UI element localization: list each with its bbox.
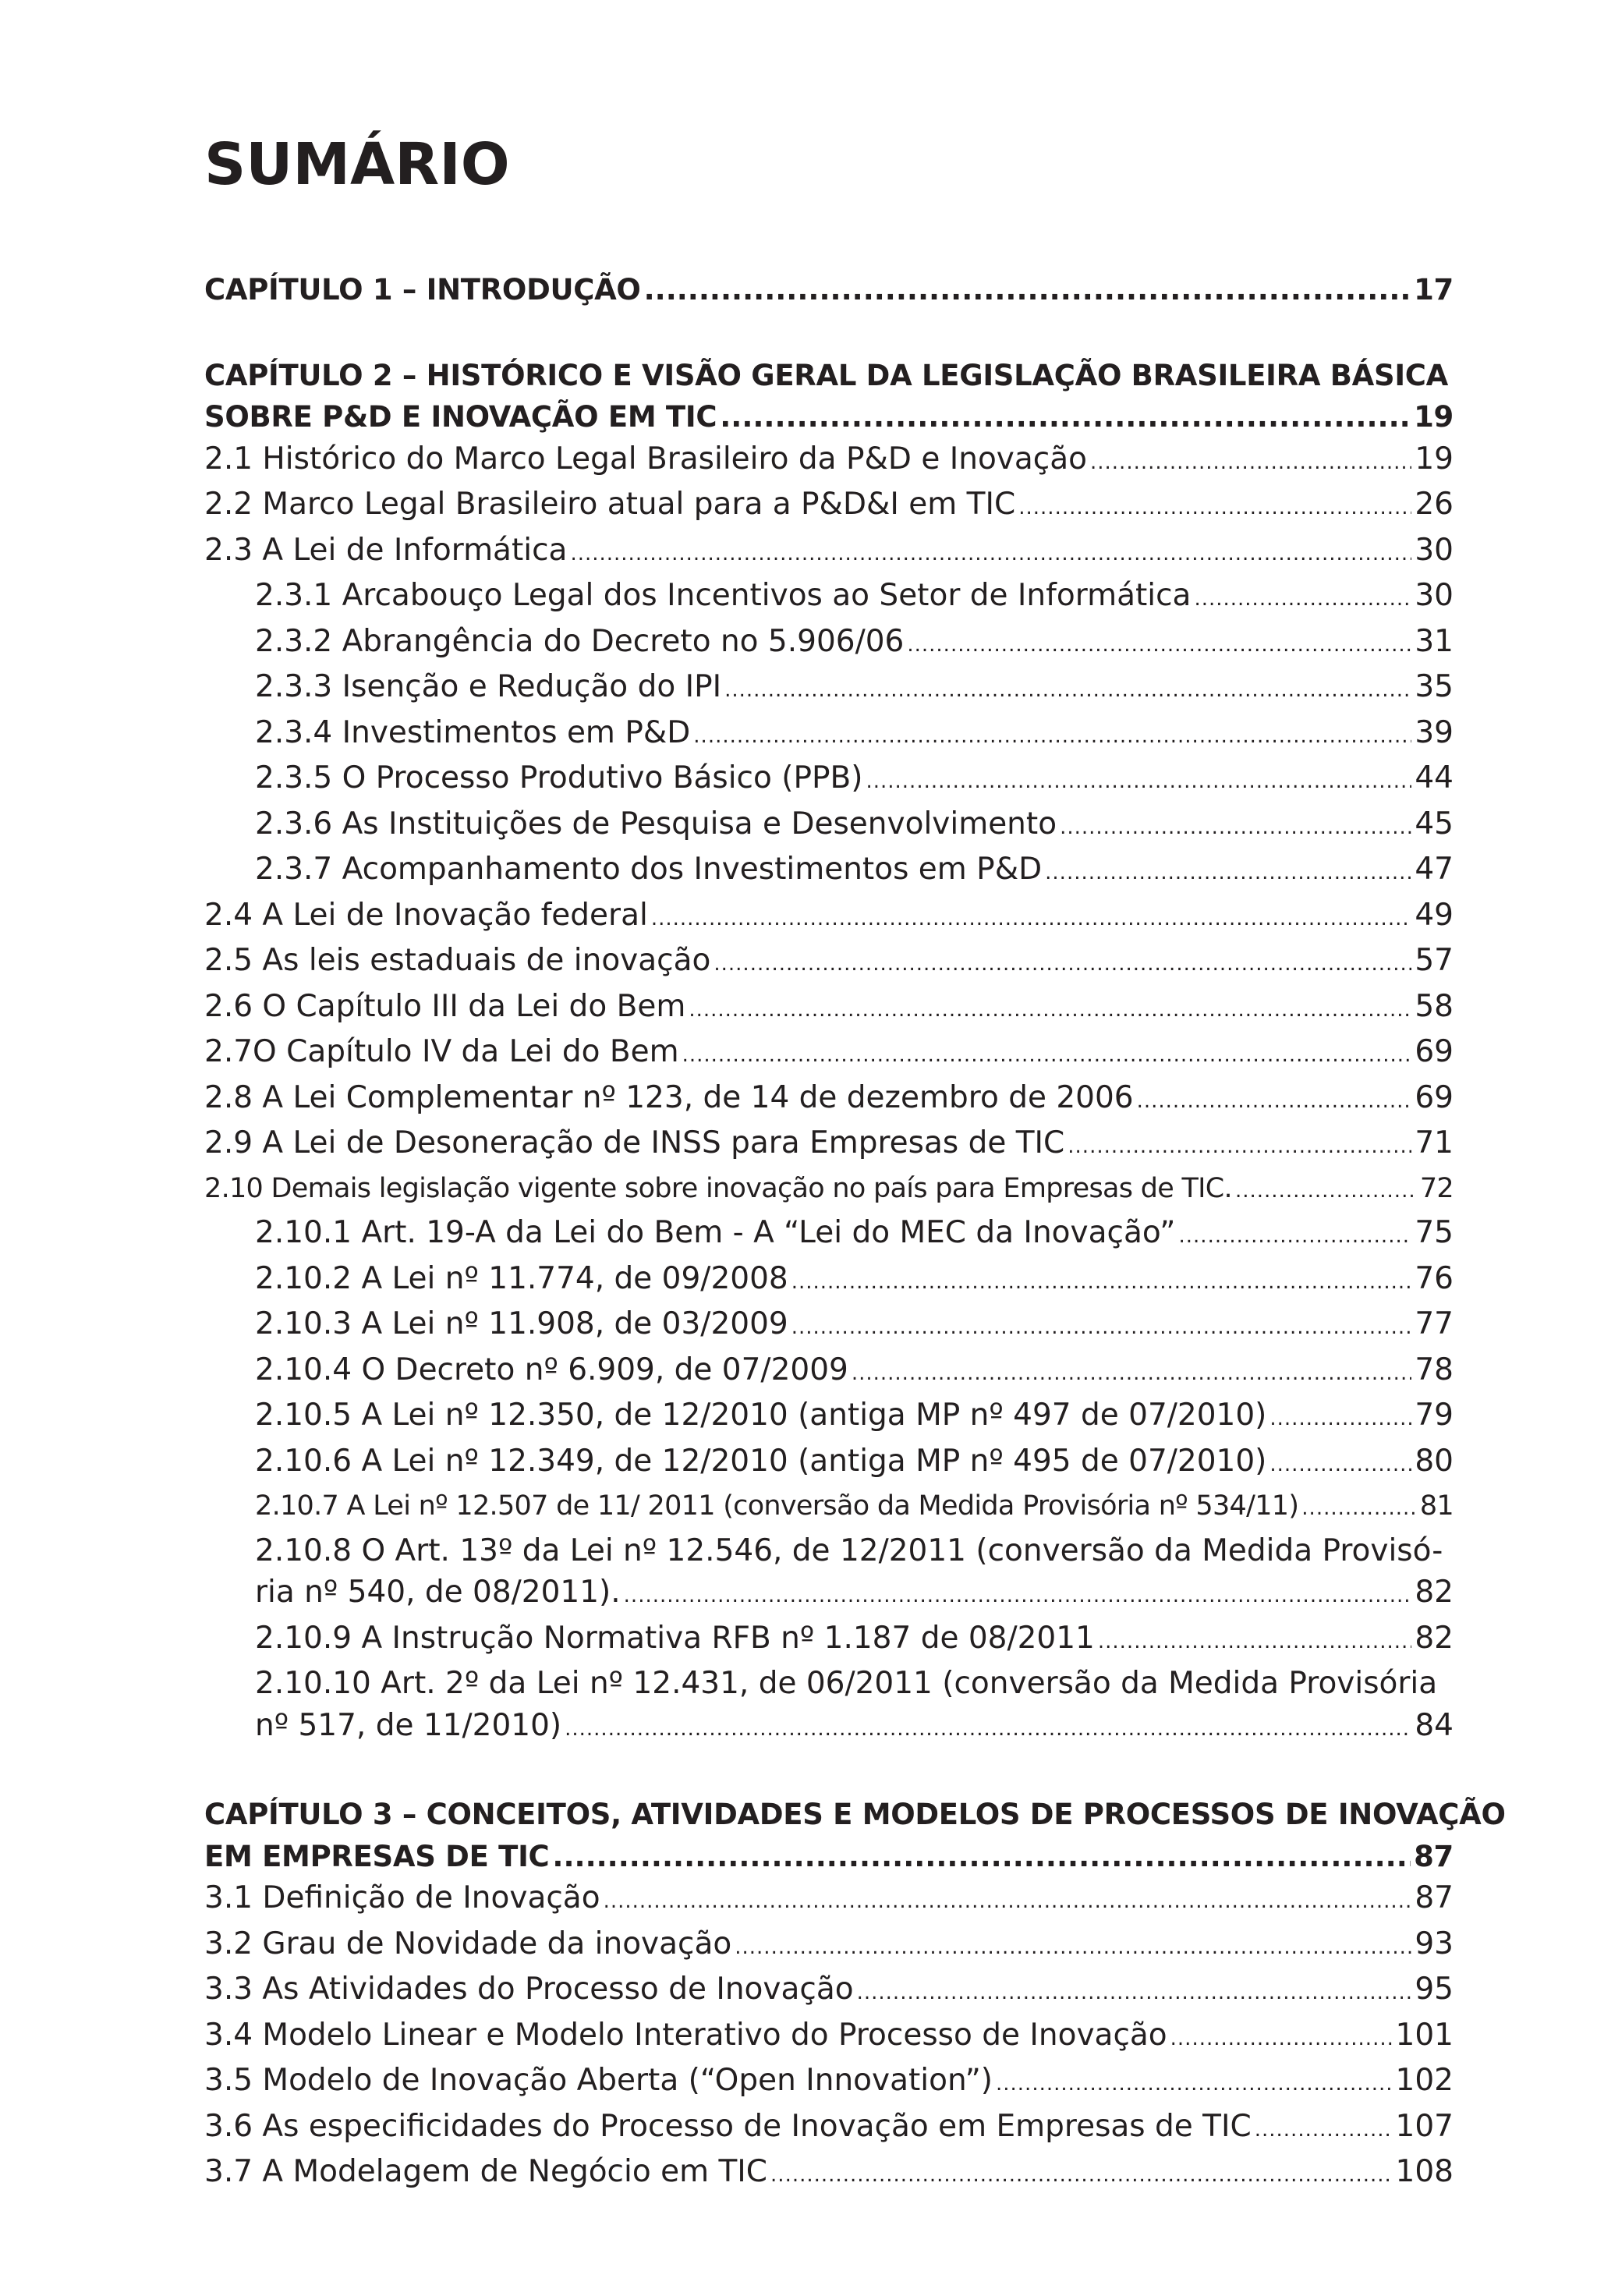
- toc-entry[interactable]: [204, 1258, 1454, 1304]
- page-number: 81: [1419, 1490, 1454, 1522]
- page-number: 44: [1415, 760, 1454, 795]
- toc-entry[interactable]: [204, 1705, 1454, 1751]
- leader-dots: [570, 530, 1411, 576]
- chapter-title: SOBRE P&D E INOVAÇÃO EM TIC: [204, 400, 717, 434]
- toc-entry[interactable]: [204, 1571, 1454, 1617]
- leader-dots: [1269, 1440, 1411, 1486]
- page-number: 49: [1415, 897, 1454, 933]
- chapter-3: [204, 1794, 1506, 2197]
- entry-title: 2.10.4 O Decreto nº 6.909, de 07/2009: [255, 1352, 848, 1387]
- toc-entry[interactable]: [204, 438, 1454, 484]
- leader-dots: [1018, 484, 1411, 530]
- entry-title: 2.3.2 Abrangência do Decreto no 5.906/06: [255, 623, 905, 659]
- page-number: 93: [1415, 1926, 1454, 1961]
- entry-title: 3.3 As Atividades do Processo de Inovação: [204, 1972, 854, 2007]
- page-number: 75: [1415, 1215, 1454, 1250]
- toc-entry[interactable]: [204, 1168, 1454, 1213]
- entry-title: 2.3 A Lei de Informática: [204, 532, 568, 568]
- leader-dots: [735, 1923, 1411, 1969]
- entry-title: 2.8 A Lei Complementar nº 123, de 14 de dezembro de 2006: [204, 1079, 1134, 1115]
- toc-entry[interactable]: [204, 849, 1454, 895]
- chapter-heading[interactable]: [204, 396, 1454, 438]
- toc-entry[interactable]: [204, 575, 1454, 621]
- entry-title: 2.3.3 Isenção e Redução do IPI: [255, 669, 722, 704]
- toc-entry[interactable]: [204, 2014, 1454, 2060]
- leader-dots: [720, 396, 1411, 438]
- toc-entry[interactable]: [204, 621, 1454, 667]
- toc-entry[interactable]: [204, 1031, 1454, 1077]
- chapter-1: [204, 269, 1454, 311]
- entry-title: 3.6 As especificidades do Processo de Inovação em Empresas de TIC: [204, 2108, 1252, 2144]
- page-number: 78: [1415, 1352, 1454, 1387]
- leader-dots: [857, 1968, 1412, 2014]
- entry-title: 2.10.7 A Lei nº 12.507 de 11/ 2011 (conversão da Medida Provisória nº 534/11): [255, 1490, 1299, 1522]
- leader-dots: [1255, 2106, 1393, 2152]
- entry-title: 2.10.9 A Instrução Normativa RFB nº 1.187 de 08/2011: [255, 1620, 1095, 1656]
- toc-entry[interactable]: [204, 530, 1454, 576]
- leader-dots: [1068, 1122, 1411, 1168]
- page-number: 108: [1395, 2154, 1454, 2189]
- chapter-heading-line: CAPÍTULO 3 – CONCEITOS, ATIVIDADES E MODELOS DE PROCESSOS DE INOVAÇÃO: [204, 1798, 1506, 1831]
- leader-dots: [624, 1571, 1412, 1617]
- leader-dots: [651, 895, 1412, 941]
- leader-dots: [852, 1349, 1412, 1395]
- page-number: 101: [1395, 2017, 1454, 2053]
- entry-title: 2.3.7 Acompanhamento dos Investimentos em P&D: [255, 852, 1043, 887]
- leader-dots: [565, 1705, 1411, 1751]
- entry-title: 2.10.2 A Lei nº 11.774, de 09/2008: [255, 1260, 788, 1296]
- page-number: 84: [1415, 1707, 1454, 1743]
- chapter-2: [204, 355, 1454, 1751]
- page-number: 87: [1414, 1839, 1454, 1873]
- page-number: 17: [1414, 273, 1454, 306]
- toc-entry[interactable]: [204, 803, 1454, 849]
- leader-dots: [1098, 1617, 1411, 1664]
- page-number: 19: [1415, 441, 1454, 477]
- entry-title: 3.4 Modelo Linear e Modelo Interativo do Processo de Inovação: [204, 2017, 1167, 2053]
- entry-title: 2.7O Capítulo IV da Lei do Bem: [204, 1034, 679, 1069]
- toc-entry[interactable]: [204, 2151, 1454, 2197]
- page-number: 82: [1415, 1575, 1454, 1610]
- page-number: 26: [1415, 487, 1454, 522]
- page-number: 30: [1415, 578, 1454, 613]
- chapter-title: CAPÍTULO 1 – INTRODUÇÃO: [204, 273, 641, 306]
- toc-entry[interactable]: [204, 1394, 1454, 1440]
- toc-entry[interactable]: [204, 1303, 1454, 1349]
- entry-title: 3.5 Modelo de Inovação Aberta (“Open Innovation”): [204, 2063, 993, 2098]
- toc-entry[interactable]: [204, 1968, 1454, 2014]
- leader-dots: [791, 1303, 1412, 1349]
- table-of-contents: [204, 269, 1506, 2197]
- entry-title: 2.9 A Lei de Desoneração de INSS para Empresas de TIC: [204, 1125, 1065, 1160]
- leader-dots: [1301, 1486, 1417, 1530]
- leader-dots: [1179, 1212, 1412, 1258]
- entry-title: 2.1 Histórico do Marco Legal Brasileiro da P&D e Inovação: [204, 441, 1087, 477]
- entry-title: 2.6 O Capítulo III da Lei do Bem: [204, 988, 686, 1024]
- toc-entry[interactable]: [204, 1077, 1454, 1123]
- entry-title: 2.10.6 A Lei nº 12.349, de 12/2010 (antiga MP nº 495 de 07/2010): [255, 1443, 1267, 1479]
- entry-title: ria nº 540, de 08/2011).: [255, 1575, 621, 1610]
- page-number: 31: [1415, 623, 1454, 659]
- entry-title: 3.2 Grau de Novidade da inovação: [204, 1926, 732, 1961]
- toc-entry[interactable]: [204, 940, 1454, 986]
- toc-entry[interactable]: [204, 986, 1454, 1032]
- leader-dots: [1170, 2014, 1393, 2060]
- toc-entry-line: 2.10.10 Art. 2º da Lei nº 12.431, de 06/2011 (conversão da Medida Provisória: [255, 1666, 1438, 1701]
- entry-title: 2.10 Demais legislação vigente sobre inovação no país para Empresas de TIC.: [204, 1172, 1232, 1204]
- entry-title: 2.10.3 A Lei nº 11.908, de 03/2009: [255, 1306, 788, 1341]
- leader-dots: [682, 1031, 1412, 1077]
- toc-entry-line: 2.10.8 O Art. 13º da Lei nº 12.546, de 12/2011 (conversão da Medida Provisó-: [255, 1532, 1443, 1568]
- entry-title: 2.10.1 Art. 19-A da Lei do Bem - A “Lei do MEC da Inovação”: [255, 1215, 1176, 1250]
- entry-title: nº 517, de 11/2010): [255, 1707, 562, 1743]
- leader-dots: [1045, 849, 1411, 895]
- page-number: 35: [1415, 669, 1454, 704]
- page-number: 76: [1415, 1260, 1454, 1296]
- leader-dots: [724, 666, 1411, 712]
- toc-entry[interactable]: [204, 1617, 1454, 1664]
- page-number: 80: [1415, 1443, 1454, 1479]
- page-number: 95: [1415, 1972, 1454, 2007]
- page-number: 57: [1415, 943, 1454, 978]
- page-number: 79: [1415, 1398, 1454, 1433]
- leader-dots: [791, 1258, 1412, 1304]
- leader-dots: [714, 940, 1411, 986]
- toc-entry[interactable]: [204, 2106, 1454, 2152]
- chapter-heading[interactable]: [204, 1836, 1454, 1878]
- leader-dots: [604, 1877, 1412, 1923]
- page-number: 19: [1414, 400, 1454, 434]
- page-number: 69: [1415, 1034, 1454, 1069]
- entry-title: 2.4 A Lei de Inovação federal: [204, 897, 648, 933]
- toc-entry[interactable]: [204, 757, 1454, 803]
- page-number: 107: [1395, 2108, 1454, 2144]
- page-number: 45: [1415, 806, 1454, 842]
- toc-entry[interactable]: [204, 1923, 1454, 1969]
- page-number: 82: [1415, 1620, 1454, 1656]
- leader-dots: [1235, 1168, 1417, 1213]
- toc-entry[interactable]: [204, 1122, 1454, 1168]
- entry-title: 2.2 Marco Legal Brasileiro atual para a P&D&I em TIC: [204, 487, 1016, 522]
- leader-dots: [1060, 803, 1411, 849]
- page-number: 87: [1415, 1880, 1454, 1915]
- page-number: 71: [1415, 1125, 1454, 1160]
- entry-title: 2.3.1 Arcabouço Legal dos Incentivos ao Setor de Informática: [255, 578, 1192, 613]
- page-number: 102: [1395, 2063, 1454, 2098]
- page-title: SUMÁRIO: [204, 131, 510, 198]
- toc-entry[interactable]: [204, 895, 1454, 941]
- leader-dots: [1137, 1077, 1412, 1123]
- toc-entry[interactable]: [204, 666, 1454, 712]
- entry-title: 2.10.5 A Lei nº 12.350, de 12/2010 (antiga MP nº 497 de 07/2010): [255, 1398, 1267, 1433]
- leader-dots: [1194, 575, 1411, 621]
- chapter-heading[interactable]: [204, 269, 1454, 311]
- entry-title: 2.3.4 Investimentos em P&D: [255, 714, 691, 750]
- leader-dots: [644, 269, 1411, 311]
- toc-entry[interactable]: [204, 1440, 1454, 1486]
- toc-entry[interactable]: [204, 1212, 1454, 1258]
- chapter-heading-line: CAPÍTULO 2 – HISTÓRICO E VISÃO GERAL DA LEGISLAÇÃO BRASILEIRA BÁSICA: [204, 358, 1448, 392]
- leader-dots: [907, 621, 1411, 667]
- page-number: 69: [1415, 1079, 1454, 1115]
- toc-entry[interactable]: [204, 2060, 1454, 2106]
- entry-title: 2.5 As leis estaduais de inovação: [204, 943, 711, 978]
- entry-title: 2.3.6 As Instituições de Pesquisa e Desenvolvimento: [255, 806, 1057, 842]
- leader-dots: [552, 1836, 1411, 1878]
- page-number: 77: [1415, 1306, 1454, 1341]
- page-number: 58: [1415, 988, 1454, 1024]
- chapter-title: EM EMPRESAS DE TIC: [204, 1839, 550, 1873]
- page-number: 47: [1415, 852, 1454, 887]
- page-number: 30: [1415, 532, 1454, 568]
- leader-dots: [693, 712, 1411, 758]
- entry-title: 2.3.5 O Processo Produtivo Básico (PPB): [255, 760, 863, 795]
- toc-entry[interactable]: [204, 1877, 1454, 1923]
- entry-title: 3.1 Definição de Inovação: [204, 1880, 600, 1915]
- page-number: 39: [1415, 714, 1454, 750]
- leader-dots: [689, 986, 1411, 1032]
- toc-entry[interactable]: [204, 1349, 1454, 1395]
- page-number: 72: [1419, 1172, 1454, 1204]
- toc-entry[interactable]: [204, 712, 1454, 758]
- leader-dots: [770, 2151, 1393, 2197]
- toc-entry[interactable]: [204, 1486, 1454, 1530]
- leader-dots: [1269, 1394, 1411, 1440]
- entry-title: 3.7 A Modelagem de Negócio em TIC: [204, 2154, 768, 2189]
- leader-dots: [1090, 438, 1411, 484]
- leader-dots: [996, 2060, 1393, 2106]
- leader-dots: [866, 757, 1411, 803]
- toc-entry[interactable]: [204, 484, 1454, 530]
